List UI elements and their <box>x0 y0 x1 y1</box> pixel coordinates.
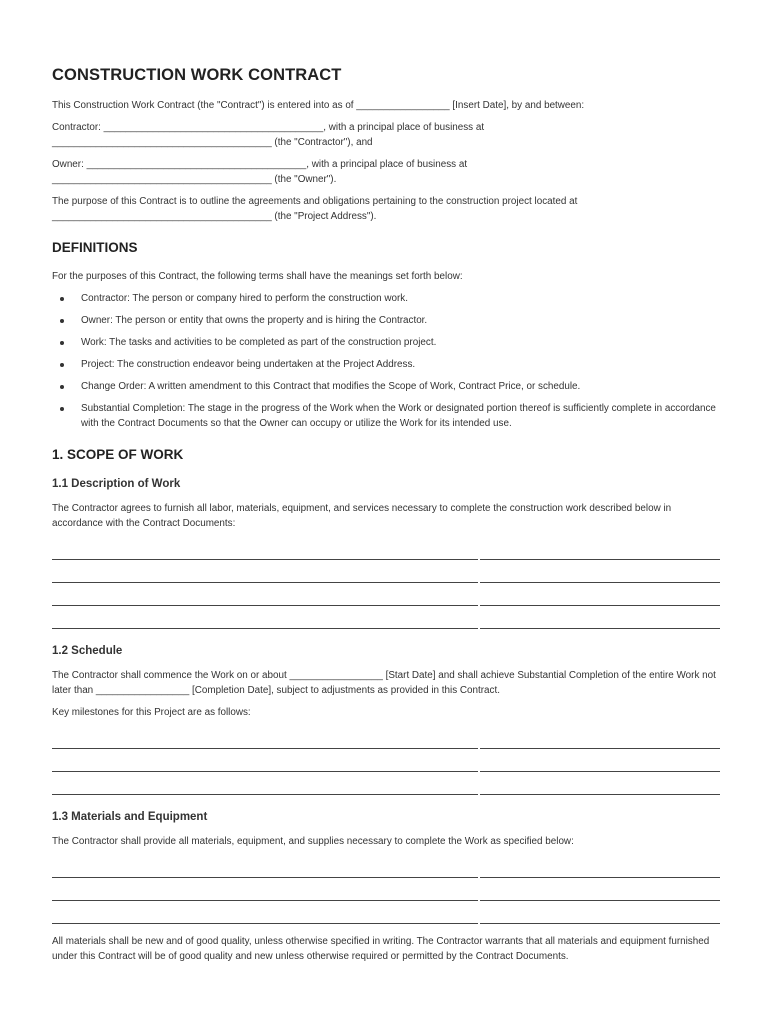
definitions-list <box>52 291 720 431</box>
document-title: CONSTRUCTION WORK CONTRACT <box>52 66 342 84</box>
scope-heading: 1. SCOPE OF WORK <box>52 447 184 462</box>
description-text: The Contractor agrees to furnish all labor, materials, equipment, and services necessary to complete the construction work described below in accordance with the Contract Documents: <box>52 503 672 529</box>
fill-line[interactable] <box>52 772 720 795</box>
fill-line[interactable] <box>52 560 720 583</box>
description-fill-lines <box>52 537 720 629</box>
fill-line[interactable] <box>52 583 720 606</box>
definition-item: Project: The construction endeavor being undertaken at the Project Address. <box>81 357 720 372</box>
definition-item: Work: The tasks and activities to be completed as part of the construction project. <box>81 335 720 350</box>
definition-item: Contractor: The person or company hired to perform the construction work. <box>81 291 720 306</box>
definitions-intro: For the purposes of this Contract, the following terms shall have the meanings set forth below: <box>52 271 463 282</box>
purpose-line-2: ________________________________________ (the "Project Address"). <box>52 211 377 222</box>
definition-item: Substantial Completion: The stage in the progress of the Work when the Work or designated portion thereof is sufficiently complete in accordance with the Contract Documents so that the Owner can occupy or utilize the Work for its intended use. <box>81 401 720 431</box>
materials-quality-text: All materials shall be new and of good quality, unless otherwise specified in writing. The Contractor warrants that all materials and equipment furnished under this Contract will be of good quality and new unless otherwise required or permitted by the Contract Documents. <box>52 936 710 962</box>
materials-heading: 1.3 Materials and Equipment <box>52 811 208 823</box>
milestone-fill-lines <box>52 726 720 795</box>
milestones-text: Key milestones for this Project are as follows: <box>52 707 251 718</box>
fill-line[interactable] <box>52 726 720 749</box>
materials-text: The Contractor shall provide all materials, equipment, and supplies necessary to complete the Work as specified below: <box>52 836 574 847</box>
purpose-line-1: The purpose of this Contract is to outline the agreements and obligations pertaining to the construction project located at <box>52 196 578 207</box>
definitions-heading: DEFINITIONS <box>52 240 138 255</box>
fill-line[interactable] <box>52 606 720 629</box>
fill-line[interactable] <box>52 537 720 560</box>
materials-fill-lines <box>52 855 720 924</box>
fill-line[interactable] <box>52 855 720 878</box>
fill-line[interactable] <box>52 878 720 901</box>
description-heading: 1.1 Description of Work <box>52 478 181 490</box>
fill-line[interactable] <box>52 749 720 772</box>
contractor-line-1: Contractor: ________________________________________, with a principal place of business at <box>52 122 485 133</box>
definition-item: Change Order: A written amendment to this Contract that modifies the Scope of Work, Contract Price, or schedule. <box>81 379 720 394</box>
owner-line-1: Owner: ________________________________________, with a principal place of business at <box>52 159 468 170</box>
fill-line[interactable] <box>52 901 720 924</box>
schedule-heading: 1.2 Schedule <box>52 645 123 657</box>
owner-line-2: ________________________________________ (the "Owner"). <box>52 174 337 185</box>
intro-paragraph: This Construction Work Contract (the "Contract") is entered into as of _________________ [Insert Date], by and between: <box>52 100 585 111</box>
contractor-line-2: ________________________________________ (the "Contractor"), and <box>52 137 373 148</box>
definition-item: Owner: The person or entity that owns the property and is hiring the Contractor. <box>81 313 720 328</box>
document-body <box>52 66 720 964</box>
schedule-text: The Contractor shall commence the Work on or about _________________ [Start Date] and shall achieve Substantial Completion of the entire Work not later than _________________ [Completion Date], subject to adjustments as provided in this Contract. <box>52 670 716 696</box>
